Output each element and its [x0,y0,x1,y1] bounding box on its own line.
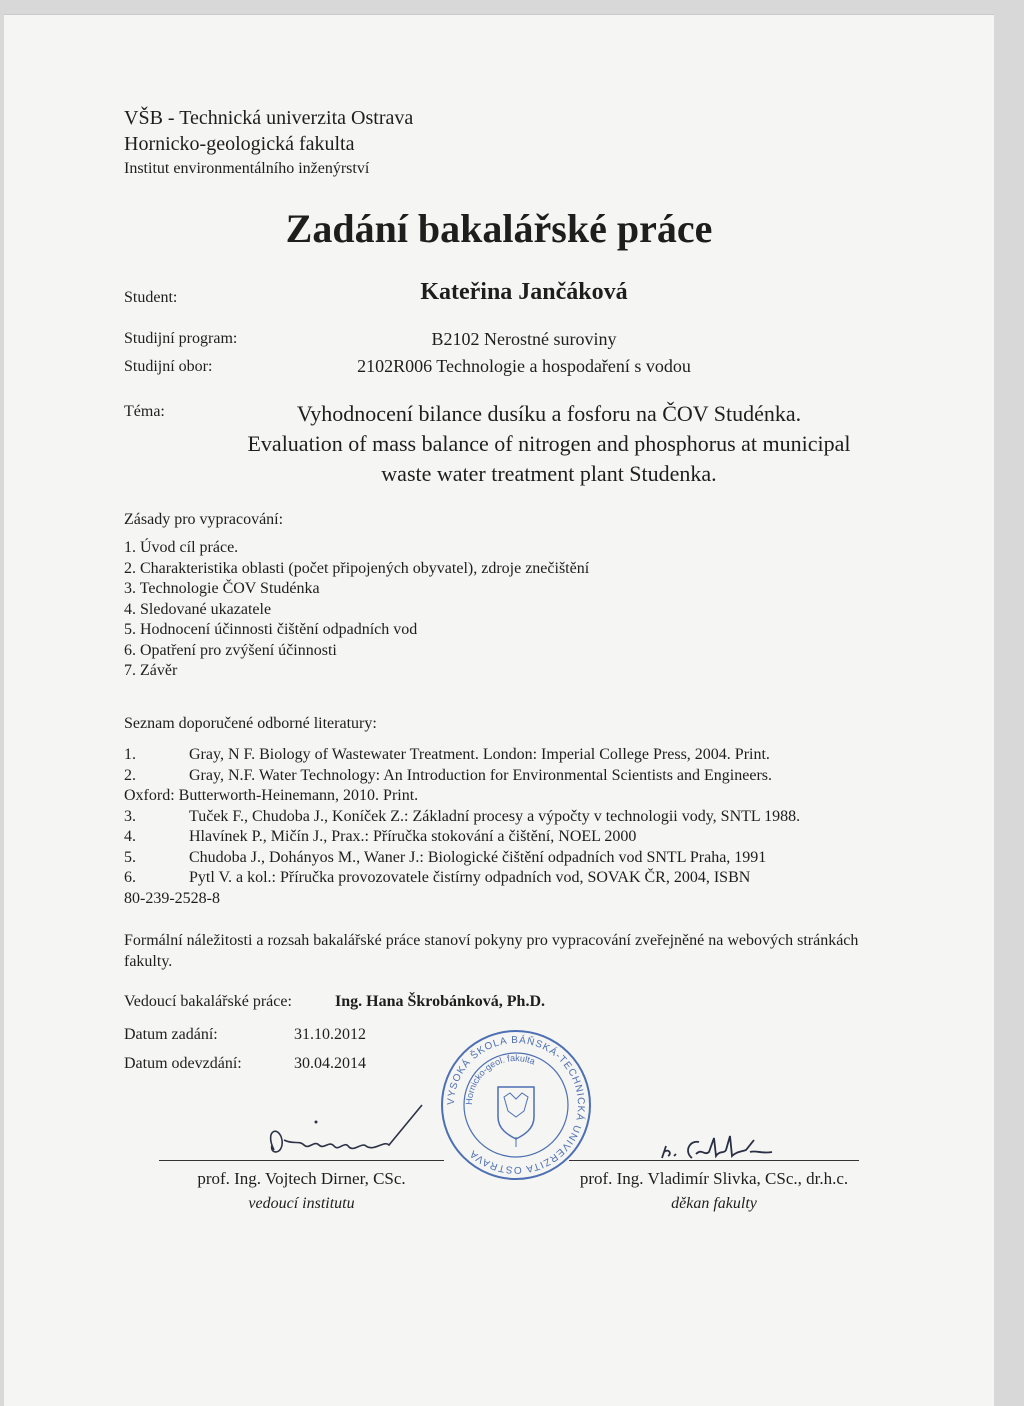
list-item: 5. Hodnocení účinnosti čištění odpadních vod [124,621,418,638]
date-due-value: 30.04.2014 [294,1055,366,1072]
principles-list [124,538,589,682]
list-item: 1. Gray, N F. Biology of Wastewater Treatment. London: Imperial College Press, 2004. Print. [124,746,770,763]
document-title: Zadání bakalářské práce [285,206,713,251]
list-item: 2. Charakteristika oblasti (počet připojených obyvatel), zdroje znečištění [124,559,590,577]
university-name: VŠB - Technická univerzita Ostrava [124,107,414,129]
list-item: 4. Hlavínek P., Mičín J., Prax.: Příručka stokování a čištění, NOEL 2000 [124,828,637,845]
stamp-inner-text: Hornicko-geol. fakulta [463,1052,537,1106]
list-item: 6. Pytl V. a kol.: Příručka provozovatele čistírny odpadních vod, SOVAK ČR, 2004, ISBN [124,869,751,886]
date-assigned-value: 31.10.2012 [294,1026,366,1043]
stamp-outer-text: VYSOKÁ ŠKOLA BÁŇSKÁ-TECHNICKÁ UNIVERZITA OSTRAVA [445,1034,587,1176]
list-item: 4. Sledované ukazatele [124,600,272,618]
list-item: 5. Chudoba J., Dohányos M., Waner J.: Biologické čištění odpadních vod SNTL Praha, 1991 [124,848,767,866]
list-item: 6. Opatření pro zvýšení účinnosti [124,641,337,659]
topic-czech: Vyhodnocení bilance dusíku a fosforu na ČOV Studénka. [296,401,802,426]
literature-heading: Seznam doporučené odborné literatury: [124,715,377,732]
date-assigned-label: Datum zadání: [124,1026,218,1043]
supervisor-label: Vedoucí bakalářské práce: [124,993,292,1010]
principles-heading: Zásady pro vypracování: [124,511,284,528]
supervisor-name: Ing. Hana Škrobánková, Ph.D. [335,993,545,1010]
topic-label: Téma: [124,403,165,420]
list-item-continuation: 80-239-2528-8 [124,889,220,907]
literature-list [124,745,884,909]
signature-line-left [159,1160,444,1161]
signatory-left-name: prof. Ing. Vojtech Dirner, CSc. [197,1169,406,1188]
faculty-name: Hornicko-geologická fakulta [124,133,355,155]
list-item: 7. Závěr [124,662,178,679]
signatory-right-role: děkan fakulty [671,1195,757,1212]
program-value: B2102 Nerostné suroviny [431,329,617,349]
program-label: Studijní program: [124,330,238,347]
signatory-left-role: vedoucí institutu [248,1195,355,1212]
field-label: Studijní obor: [124,358,213,375]
formal-note: Formální náležitosti a rozsah bakalářské práce stanoví pokyny pro vypracování zveřejněné na webových stránkách fakulty. [124,932,859,970]
topic-text [224,399,874,489]
topic-english: Evaluation of mass balance of nitrogen and phosphorus at municipal waste water treatment plant Studenka. [247,431,851,486]
student-label: Student: [124,289,178,306]
official-stamp [436,1025,596,1185]
date-due-label: Datum odevzdání: [124,1055,242,1072]
signatory-right-name: prof. Ing. Vladimír Slivka, CSc., dr.h.c. [579,1169,849,1188]
signature-left-image [244,1100,434,1165]
list-item: 3. Tuček F., Chudoba J., Koníček Z.: Základní procesy a výpočty v technologii vody, SNTL 1988. [124,807,801,825]
list-item: 1. Úvod cíl práce. [124,539,239,556]
field-value: 2102R006 Technologie a hospodaření s vodou [357,356,691,376]
document-page [4,14,994,1406]
signature-line-right [569,1160,859,1161]
institute-name: Institut environmentálního inženýrství [124,160,370,177]
list-item-continuation: Oxford: Butterworth-Heinemann, 2010. Print. [124,787,419,804]
student-name: Kateřina Jančáková [420,279,628,305]
list-item: 2. Gray, N.F. Water Technology: An Introduction for Environmental Scientists and Engineers. [124,766,773,784]
list-item: 3. Technologie ČOV Studénka [124,580,320,597]
